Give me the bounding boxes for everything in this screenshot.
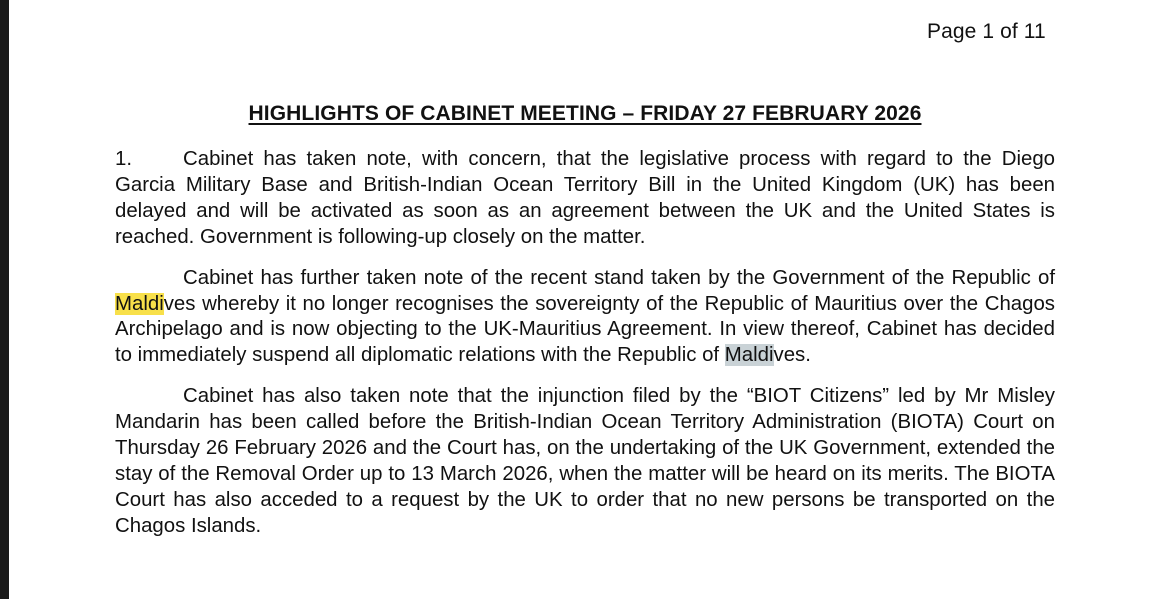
- document-body: [115, 147, 1055, 555]
- paragraph-number: 1.: [115, 148, 133, 170]
- paragraph-3: [115, 384, 1055, 539]
- paragraph-3-text: Cabinet has also taken note that the injunction filed by the “BIOT Citizens” led by Mr Misley Mandarin has been called before the British-Indian Ocean Territory Administration (BIOTA) Court on Thursday 26 February 2026 and the Court has, on the undertaking of the UK Government, extended the stay of the Removal Order up to 13 March 2026, when the matter will be heard on its merits. The BIOTA Court has also acceded to a request by the UK to order that no new persons be transported on the Chagos Islands.: [115, 385, 1055, 537]
- document-title: HIGHLIGHTS OF CABINET MEETING – FRIDAY 27 FEBRUARY 2026: [248, 102, 922, 125]
- page-left-edge: [0, 0, 9, 599]
- paragraph-2-text-c: ves.: [773, 344, 811, 367]
- paragraph-1: [115, 147, 1055, 251]
- paragraph-2: [115, 266, 1055, 370]
- paragraph-2-text-b: ves whereby it no longer recognises the sovereignty of the Republic of Mauritius over the Chagos Archipelago and is now objecting to the UK-Mauritius Agreement. In view thereof, Cabinet has decided to immediately suspend all diplomatic relations with the Republic of: [115, 292, 1055, 367]
- highlighted-word-yellow: Maldi: [115, 292, 164, 315]
- paragraph-2-text-a: Cabinet has further taken note of the recent stand taken by the Government of the Republic of: [183, 266, 1055, 289]
- paragraph-1-text: Cabinet has taken note, with concern, that the legislative process with regard to the Diego Garcia Military Base and British-Indian Ocean Territory Bill in the United Kingdom (UK) has been delayed and will be activated as soon as an agreement between the UK and the United States is reached. Government is following-up closely on the matter.: [115, 148, 1055, 248]
- highlighted-word-gray: Maldi: [724, 344, 774, 367]
- page-number: Page 1 of 11: [927, 20, 1046, 43]
